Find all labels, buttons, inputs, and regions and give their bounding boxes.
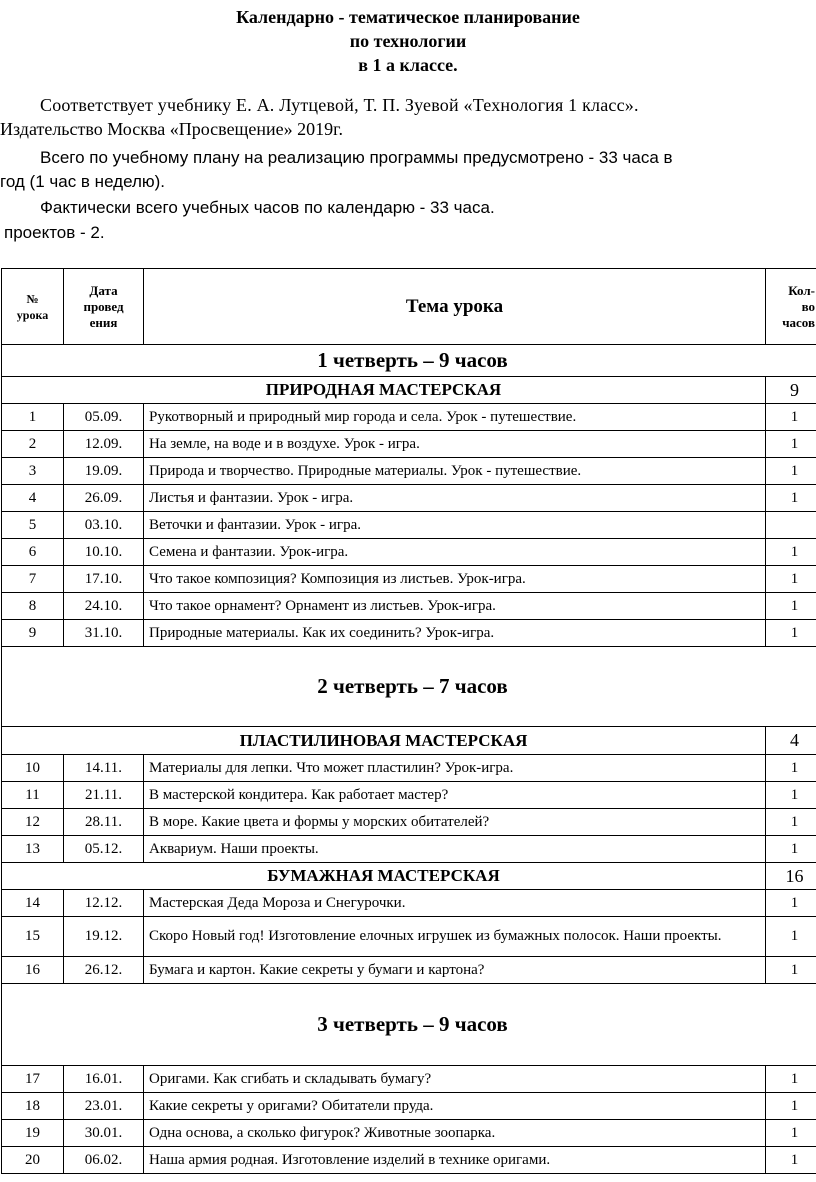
lesson-hours: 1 (766, 485, 816, 512)
lesson-number: 17 (2, 1066, 64, 1093)
lesson-hours: 1 (766, 836, 816, 863)
plasticine-lessons (2, 755, 816, 863)
lesson-date: 05.12. (64, 836, 144, 863)
table-row (2, 485, 816, 512)
table-row (2, 957, 816, 984)
table-row (2, 539, 816, 566)
lesson-hours: 1 (766, 458, 816, 485)
lesson-topic: Одна основа, а сколько фигурок? Животные зоопарка. (144, 1120, 766, 1147)
quarter-1-row (2, 345, 816, 377)
table-row (2, 1147, 816, 1174)
lesson-topic: Семена и фантазии. Урок-игра. (144, 539, 766, 566)
lesson-number: 11 (2, 782, 64, 809)
lesson-number: 13 (2, 836, 64, 863)
quarter-1-heading: 1 четверть – 9 часов (2, 345, 816, 377)
lesson-date: 19.09. (64, 458, 144, 485)
lesson-topic: Какие секреты у оригами? Обитатели пруда. (144, 1093, 766, 1120)
lesson-topic: В мастерской кондитера. Как работает мастер? (144, 782, 766, 809)
projects-count: проектов - 2. (4, 223, 105, 242)
lesson-topic: Природные материалы. Как их соединить? Урок-игра. (144, 620, 766, 647)
lesson-date: 10.10. (64, 539, 144, 566)
lesson-hours: 1 (766, 1093, 816, 1120)
header-date: Дата провед ения (64, 269, 144, 345)
lesson-number: 7 (2, 566, 64, 593)
lesson-date: 30.01. (64, 1120, 144, 1147)
quarter-3-lessons (2, 1066, 816, 1174)
lesson-number: 1 (2, 404, 64, 431)
lesson-date: 19.12. (64, 917, 144, 957)
lesson-date: 26.09. (64, 485, 144, 512)
lesson-date: 21.11. (64, 782, 144, 809)
lesson-hours: 1 (766, 404, 816, 431)
lesson-number: 20 (2, 1147, 64, 1174)
table-row (2, 512, 816, 539)
lesson-topic: Листья и фантазии. Урок - игра. (144, 485, 766, 512)
lesson-number: 4 (2, 485, 64, 512)
lesson-date: 23.01. (64, 1093, 144, 1120)
lesson-hours: 1 (766, 917, 816, 957)
lesson-number: 6 (2, 539, 64, 566)
table-row (2, 782, 816, 809)
lesson-number: 3 (2, 458, 64, 485)
page-subtitle-subject: по технологии (349, 31, 467, 51)
lesson-date: 31.10. (64, 620, 144, 647)
table-row (2, 458, 816, 485)
table-row (2, 404, 816, 431)
textbook-line-2: Издательство Москва «Просвещение» 2019г. (0, 119, 344, 139)
lesson-hours: 1 (766, 755, 816, 782)
lesson-hours: 1 (766, 957, 816, 984)
lesson-date: 05.09. (64, 404, 144, 431)
section-row-plasticine (2, 727, 816, 755)
lesson-number: 15 (2, 917, 64, 957)
lesson-topic: Природа и творчество. Природные материалы. Урок - путешествие. (144, 458, 766, 485)
lesson-date: 14.11. (64, 755, 144, 782)
table-row (2, 620, 816, 647)
lesson-number: 8 (2, 593, 64, 620)
lesson-hours: 1 (766, 620, 816, 647)
lesson-topic: Рукотворный и природный мир города и села. Урок - путешествие. (144, 404, 766, 431)
lesson-hours: 1 (766, 890, 816, 917)
lesson-number: 16 (2, 957, 64, 984)
lesson-topic: Что такое композиция? Композиция из листьев. Урок-игра. (144, 566, 766, 593)
lesson-topic: Веточки и фантазии. Урок - игра. (144, 512, 766, 539)
table-header-row (2, 269, 816, 345)
lesson-topic: Что такое орнамент? Орнамент из листьев. Урок-игра. (144, 593, 766, 620)
lesson-hours: 1 (766, 782, 816, 809)
lesson-date: 06.02. (64, 1147, 144, 1174)
lesson-number: 18 (2, 1093, 64, 1120)
lesson-number: 9 (2, 620, 64, 647)
lesson-hours: 1 (766, 593, 816, 620)
lesson-topic: Мастерская Деда Мороза и Снегурочки. (144, 890, 766, 917)
lesson-hours: 1 (766, 1066, 816, 1093)
lesson-date: 24.10. (64, 593, 144, 620)
lesson-hours (766, 512, 816, 539)
lesson-number: 14 (2, 890, 64, 917)
lesson-hours: 1 (766, 566, 816, 593)
lesson-topic: Материалы для лепки. Что может пластилин? Урок-игра. (144, 755, 766, 782)
lesson-date: 26.12. (64, 957, 144, 984)
lesson-topic: На земле, на воде и в воздухе. Урок - игра. (144, 431, 766, 458)
page-subtitle-class: в 1 а классе. (358, 55, 458, 75)
table-row (2, 431, 816, 458)
header-topic: Тема урока (144, 269, 766, 345)
table-row (2, 836, 816, 863)
table-row (2, 593, 816, 620)
quarter-3-row (2, 984, 816, 1066)
lesson-topic: В море. Какие цвета и формы у морских обитателей? (144, 809, 766, 836)
table-row (2, 1093, 816, 1120)
plan-line-2: год (1 час в неделю). (0, 172, 166, 191)
lesson-topic: Оригами. Как сгибать и складывать бумагу? (144, 1066, 766, 1093)
textbook-line-1: Соответствует учебнику Е. А. Лутцевой, Т. П. Зуевой «Технология 1 класс». (40, 95, 639, 115)
lesson-hours: 1 (766, 539, 816, 566)
table-row (2, 755, 816, 782)
actual-hours: Фактически всего учебных часов по календарю - 33 часа. (40, 198, 495, 217)
lesson-date: 28.11. (64, 809, 144, 836)
lesson-number: 19 (2, 1120, 64, 1147)
lesson-date: 17.10. (64, 566, 144, 593)
section-row-natural (2, 377, 816, 404)
table-row (2, 1120, 816, 1147)
section-title-plasticine: ПЛАСТИЛИНОВАЯ МАСТЕРСКАЯ (2, 727, 766, 755)
quarter-2-row (2, 647, 816, 727)
table-row (2, 809, 816, 836)
section-hours-natural: 9 (766, 377, 816, 404)
header-lesson-number: № урока (2, 269, 64, 345)
table-row (2, 917, 816, 957)
section-hours-paper: 16 (766, 863, 816, 890)
lesson-plan-table (1, 268, 816, 1174)
lesson-date: 16.01. (64, 1066, 144, 1093)
lesson-hours: 1 (766, 1120, 816, 1147)
lesson-hours: 1 (766, 431, 816, 458)
lesson-date: 12.12. (64, 890, 144, 917)
lesson-number: 10 (2, 755, 64, 782)
lesson-hours: 1 (766, 1147, 816, 1174)
header-hours: Кол- во часов (766, 269, 816, 345)
lesson-topic: Скоро Новый год! Изготовление елочных игрушек из бумажных полосок. Наши проекты. (144, 917, 766, 957)
lesson-date: 03.10. (64, 512, 144, 539)
lesson-topic: Наша армия родная. Изготовление изделий в технике оригами. (144, 1147, 766, 1174)
lesson-date: 12.09. (64, 431, 144, 458)
lesson-hours: 1 (766, 809, 816, 836)
quarter-1-lessons (2, 404, 816, 647)
page-title: Календарно - тематическое планирование (236, 7, 580, 27)
quarter-2-heading: 2 четверть – 7 часов (2, 647, 816, 727)
lesson-number: 2 (2, 431, 64, 458)
lesson-topic: Бумага и картон. Какие секреты у бумаги и картона? (144, 957, 766, 984)
quarter-3-heading: 3 четверть – 9 часов (2, 984, 816, 1066)
lesson-topic: Аквариум. Наши проекты. (144, 836, 766, 863)
table-row (2, 566, 816, 593)
table-row (2, 1066, 816, 1093)
section-hours-plasticine: 4 (766, 727, 816, 755)
section-title-paper: БУМАЖНАЯ МАСТЕРСКАЯ (2, 863, 766, 890)
table-row (2, 890, 816, 917)
paper-lessons (2, 890, 816, 984)
plan-line-1: Всего по учебному плану на реализацию программы предусмотрено - 33 часа в (40, 148, 673, 167)
section-title-natural: ПРИРОДНАЯ МАСТЕРСКАЯ (2, 377, 766, 404)
lesson-number: 12 (2, 809, 64, 836)
section-row-paper (2, 863, 816, 890)
lesson-number: 5 (2, 512, 64, 539)
